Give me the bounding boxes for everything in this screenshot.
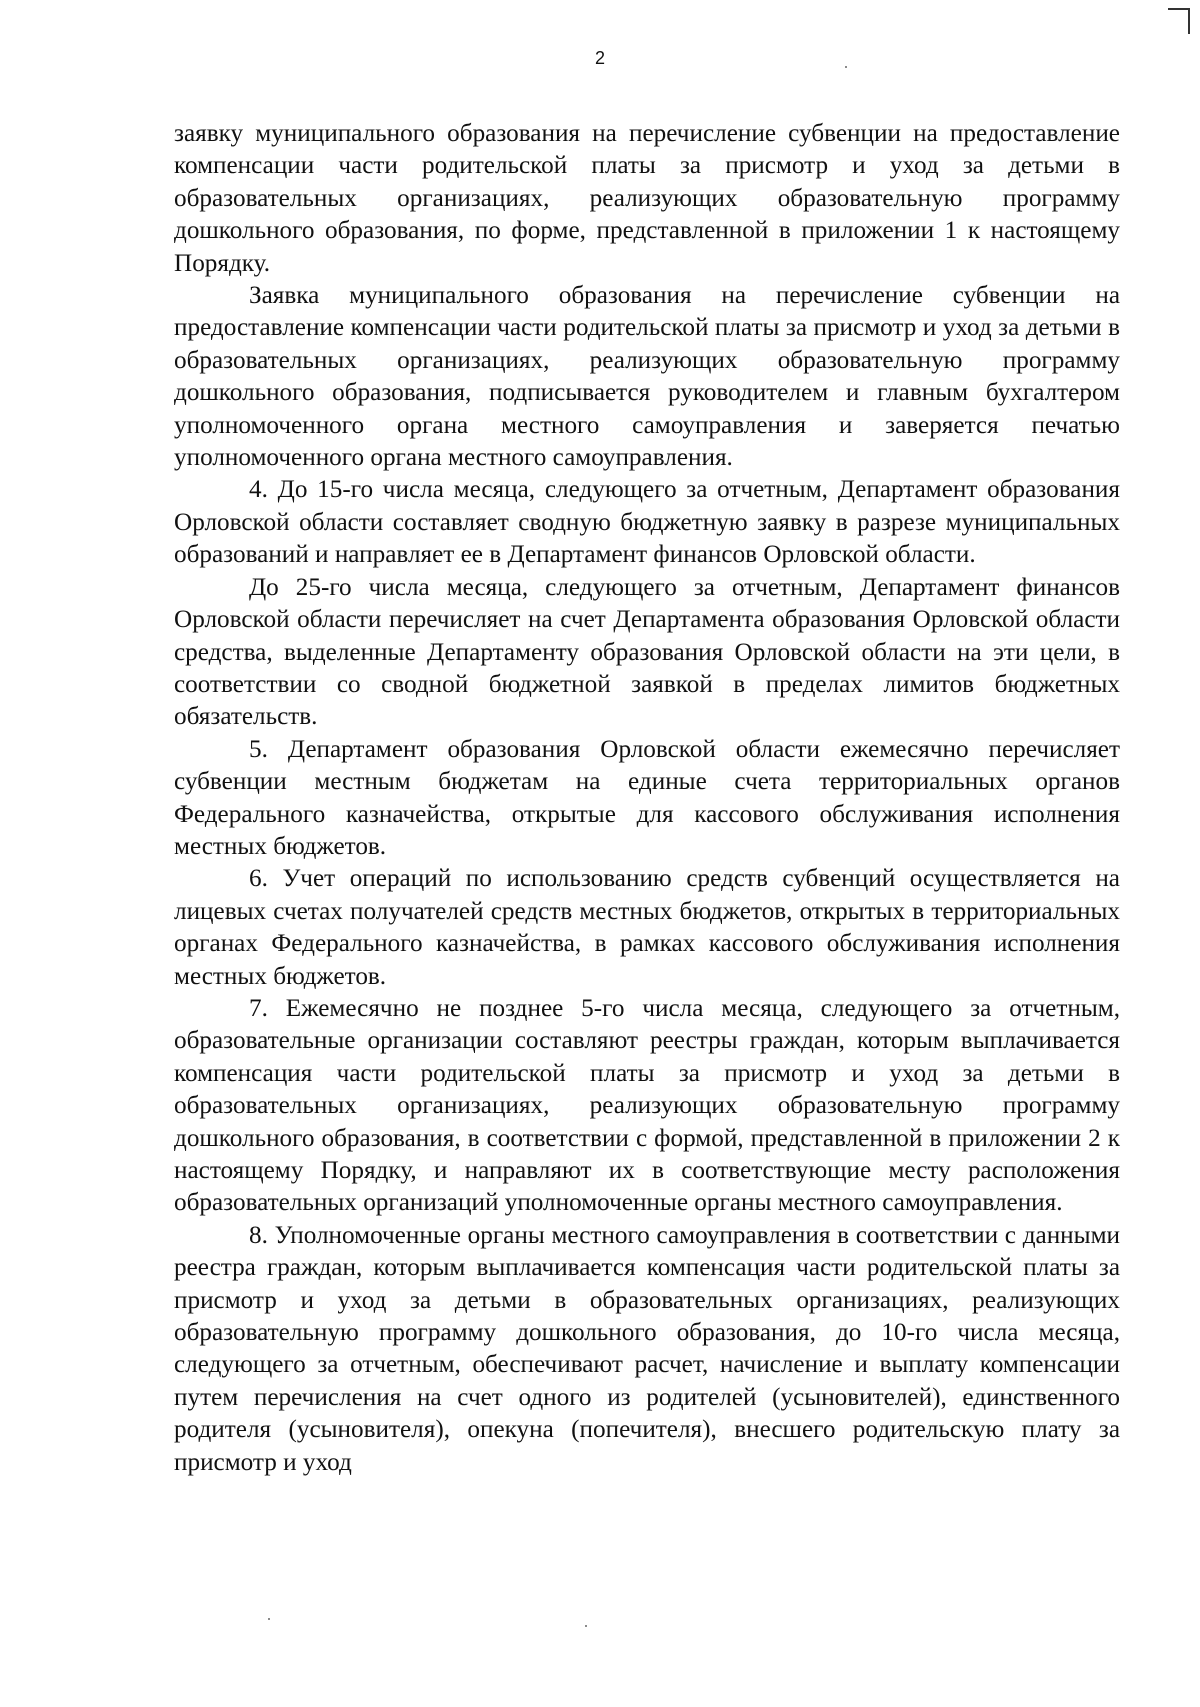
page-number: 2 [594, 48, 605, 68]
scan-speck [585, 1625, 587, 1627]
paragraph-item-6: 6. Учет операций по использованию средств субвенций осуществляется на лицевых счетах получателей средств местных бюджетов, открытых в территориальных органах Федерального казначейства, в рамках кассового обслуживания исполнения местных бюджетов. [174, 865, 1120, 990]
scan-speck [845, 66, 847, 68]
paragraph-item-7: 7. Ежемесячно не позднее 5-го числа месяца, следующего за отчетным, образовательные организации составляют реестры граждан, которым выплачивается компенсация части родительской платы за присмотр и уход за детьми в образовательных организациях, реализующих образовательную программу дошкольного образования, в соответствии с формой, представленной в приложении 2 к настоящему Порядку, и направляют их в соответствующие месту расположения образовательных организаций уполномоченные органы местного самоуправления. [174, 994, 1120, 1217]
paragraph-application-signing: Заявка муниципального образования на перечисление субвенции на предоставление компенсации части родительской платы за присмотр и уход за детьми в образовательных организациях, реализующих образовательную программу дошкольного образования, подписывается руководителем и главным бухгалтером уполномоченного органа местного самоуправления и заверяется печатью уполномоченного органа местного самоуправления. [174, 282, 1120, 472]
document-body [174, 118, 1120, 1479]
paragraph-item-8: 8. Уполномоченные органы местного самоуправления в соответствии с данными реестра граждан, которым выплачивается компенсация части родительской платы за присмотр и уход за детьми в образовательных организациях, реализующих образовательную программу дошкольного образования, до 10-го числа месяца, следующего за отчетным, обеспечивают расчет, начисление и выплату компенсации путем перечисления на счет одного из родителей (усыновителей), единственного родителя (усыновителя), опекуна (попечителя), внесшего родительскую плату за присмотр и уход [174, 1221, 1120, 1476]
corner-mark [1168, 8, 1190, 34]
scan-speck [268, 1618, 270, 1620]
paragraph-item-4: 4. До 15-го числа месяца, следующего за отчетным, Департамент образования Орловской области составляет сводную бюджетную заявку в разрезе муниципальных образований и направляет ее в Департамент финансов Орловской области. [174, 476, 1120, 569]
paragraph-continuation: заявку муниципального образования на перечисление субвенции на предоставление компенсации части родительской платы за присмотр и уход за детьми в образовательных организациях, реализующих образовательную программу дошкольного образования, по форме, представленной в приложении 1 к настоящему Порядку. [174, 120, 1120, 277]
paragraph-finance-transfer: До 25-го числа месяца, следующего за отчетным, Департамент финансов Орловской области перечисляет на счет Департамента образования Орловской области средства, выделенные Департаменту образования Орловской области на эти цели, в соответствии со сводной бюджетной заявкой в пределах лимитов бюджетных обязательств. [174, 573, 1120, 731]
paragraph-item-5: 5. Департамент образования Орловской области ежемесячно перечисляет субвенции местным бюджетам на единые счета территориальных органов Федерального казначейства, открытые для кассового обслуживания исполнения местных бюджетов. [174, 735, 1120, 860]
